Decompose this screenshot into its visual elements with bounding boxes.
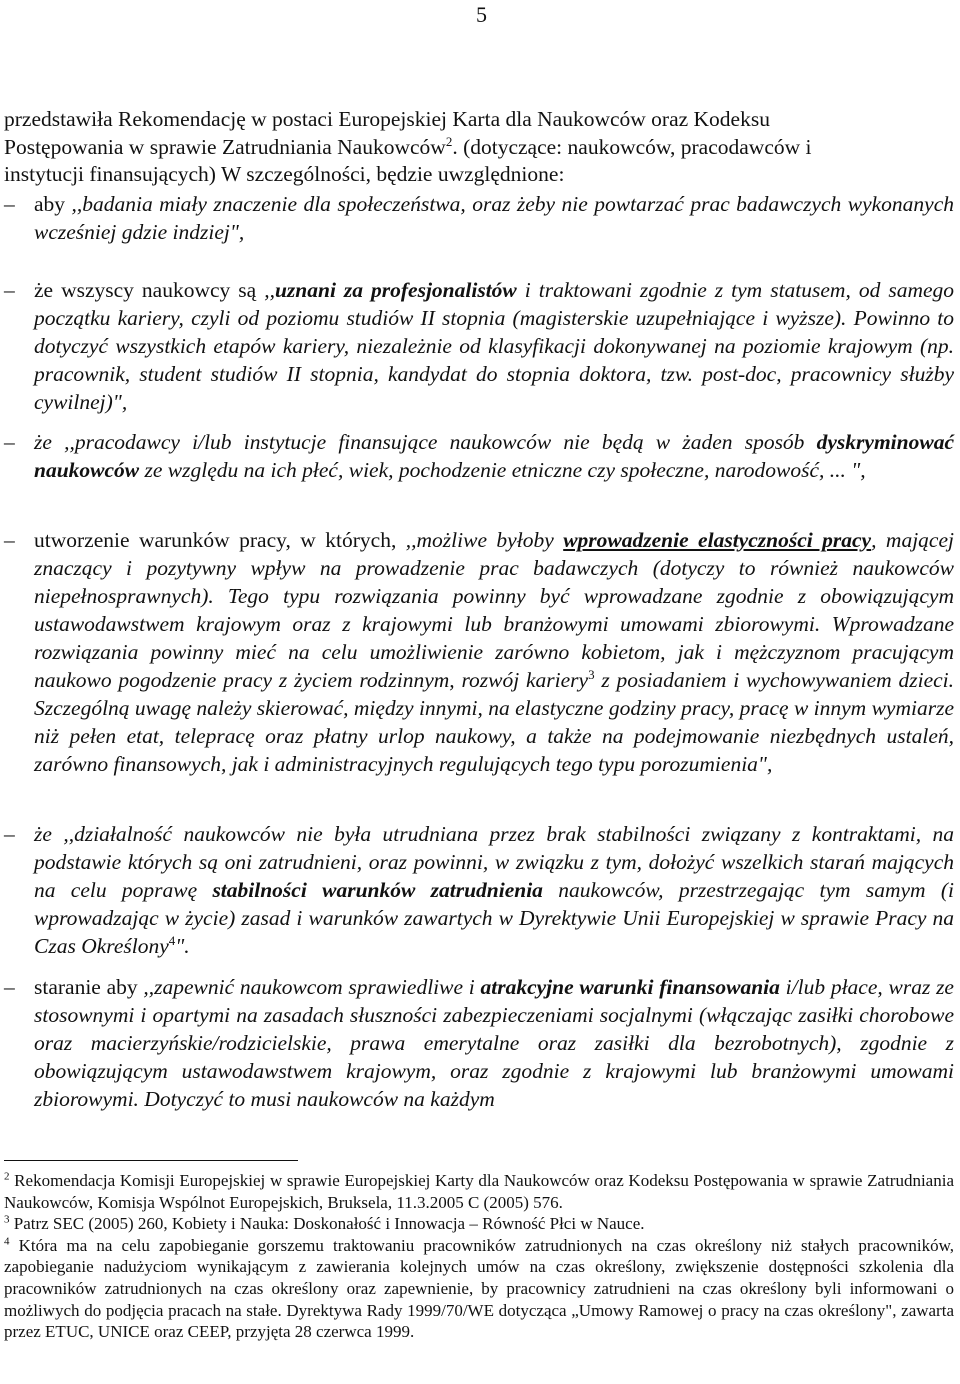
intro-line-2: Postępowania w sprawie Zatrudniania Naukowców$^2$. (dotyczące: naukowców, pracodawców i xyxy=(4,133,812,159)
dash-bullet: – xyxy=(4,822,15,846)
footnote-separator xyxy=(4,1160,298,1161)
list-item xyxy=(4,820,954,960)
list-item-text: że wszyscy naukowcy są ,,uznani za profesjonalistów i traktowani zgodnie z tym statusem, od samego początku kariery, czyli od poziomu studiów II stopnia (magisterskie uzupełniające i wyższe). Powinno to dotyczyć wszystkich etapów kariery, niezależnie od klasyfikacji dokonywanej na poziomie krajowym (np. pracownik, student studiów II stopnia, kandydat do stopnia doktora, tzw. post-doc, pracownicy służby cywilnej)", xyxy=(34,278,955,414)
intro-paragraph xyxy=(4,106,954,189)
footnote-ref-4[interactable]: 4 xyxy=(168,932,176,948)
intro-line-1: przedstawiła Rekomendację w postaci Europejskiej Karta dla Naukowców oraz Kodeksu xyxy=(4,107,770,131)
dash-bullet: – xyxy=(4,528,15,552)
intro-line-3: instytucji finansujących) W szczególności, będzie uwzględnione: xyxy=(4,162,565,186)
list-item xyxy=(4,428,954,484)
list-item xyxy=(4,526,954,778)
footnote-ref-3[interactable]: 3 xyxy=(588,666,595,682)
footnotes xyxy=(4,1170,954,1343)
list-item xyxy=(4,973,954,1113)
footnote: $^2$ Rekomendacja Komisji Europejskiej w sprawie Europejskiej Karty dla Naukowców oraz Kodeksu Postępowania w sprawie Zatrudniania Naukowców, Komisja Wspólnot Europejskich, Bruksela, 11.3.2005 C (2005) 576. xyxy=(4,1170,954,1212)
list-item xyxy=(4,190,954,246)
dash-bullet: – xyxy=(4,192,15,216)
list-item-text: staranie aby ,,zapewnić naukowcom sprawiedliwe i atrakcyjne warunki finansowania i/lub płace, wraz ze stosownymi i opartymi na zasadach słuszności zabezpieczeniami socjalnymi (włączając zasiłki chorobowe oraz macierzyńskie/rodzicielskie, prawa emerytalne oraz zasiłki dla bezrobotnych), zgodnie z obowiązującym ustawodawstwem krajowym, oraz zgodnie z krajowymi lub branżowymi umowami zbiorowymi. Dotyczyć to musi naukowców na każdym xyxy=(34,975,954,1111)
list-item-text: aby ,,badania miały znaczenie dla społeczeństwa, oraz żeby nie powtarzać prac badawczych wykonanych wcześniej gdzie indziej", xyxy=(34,192,954,244)
page-number: 5 xyxy=(476,2,487,27)
footnote-ref-2[interactable]: 2 xyxy=(445,133,453,149)
dash-bullet: – xyxy=(4,975,15,999)
list-item-text: że ,,działalność naukowców nie była utrudniana przez brak stabilności związany z kontraktami, na podstawie których są oni zatrudnieni, oraz powinni, w związku z tym, dołożyć wszelkich starań mających na celu poprawę stabilności warunków zatrudnienia naukowców, przestrzegając tym samym (i wprowadzając w życie) zasad i warunków zawartych w Dyrektywie Unii Europejskiej w sprawie Pracy na Czas Określony$^4$". xyxy=(34,822,954,958)
list-item-text: że ,,pracodawcy i/lub instytucje finansujące naukowców nie będą w żaden sposób dyskryminować naukowców ze względu na ich płeć, wiek, pochodzenie etniczne czy społeczne, narodowość, ... ", xyxy=(34,430,954,482)
dash-bullet: – xyxy=(4,278,15,302)
dash-bullet: – xyxy=(4,430,15,454)
footnote: $^3$ Patrz SEC (2005) 260, Kobiety i Nauka: Doskonałość i Innowacja – Równość Płci w Nauce. xyxy=(4,1213,645,1234)
list-item xyxy=(4,276,954,416)
footnote: $^4$ Która ma na celu zapobieganie gorszemu traktowaniu pracowników zatrudnionych na czas określony niż stałych pracowników, zapobieganie nadużyciom wynikającym z zawierania kolejnych umów na czas określony, zwiększenie dostępności szkolenia dla pracowników zatrudnionych na czas określony oraz zapewnienie, by pracownicy zatrudnieni na czas określony byli informowani o możliwych do podjęcia pracach na stałe. Dyrektywa Rady 1999/70/WE dotycząca „Umowy Ramowej o pracy na czas określony", zawarta przez ETUC, UNICE oraz CEEP, przyjęta 28 czerwca 1999. xyxy=(4,1235,954,1342)
list-item-text: utworzenie warunków pracy, w których, ,,możliwe byłoby wprowadzenie elastyczności pracy, mającej znaczący i pozytywny wpływ na prowadzenie prac badawczych (dotyczy to również naukowców niepełnosprawnych). Tego typu rozwiązania powinny być wprowadzane zgodnie z obowiązującym ustawodawstwem krajowym oraz z krajowymi lub branżowymi umowami zbiorowymi. Wprowadzane rozwiązania powinny mieć na celu umożliwienie zarówno kobietom, jak i mężczyznom pracującym naukowo pogodzenie pracy z życiem rodzinnym, rozwój kariery$^3$ z posiadaniem i wychowywaniem dzieci. Szczególną uwagę należy skierować, między innymi, na elastyczne godziny pracy, pracę w innym wymiarze niż pełen etat, telepracę oraz płatny urlop naukowy, a także na podejmowanie niezbędnych ustaleń, zarówno finansowych, jak i administracyjnych regulujących tego typu porozumienia", xyxy=(34,528,955,776)
